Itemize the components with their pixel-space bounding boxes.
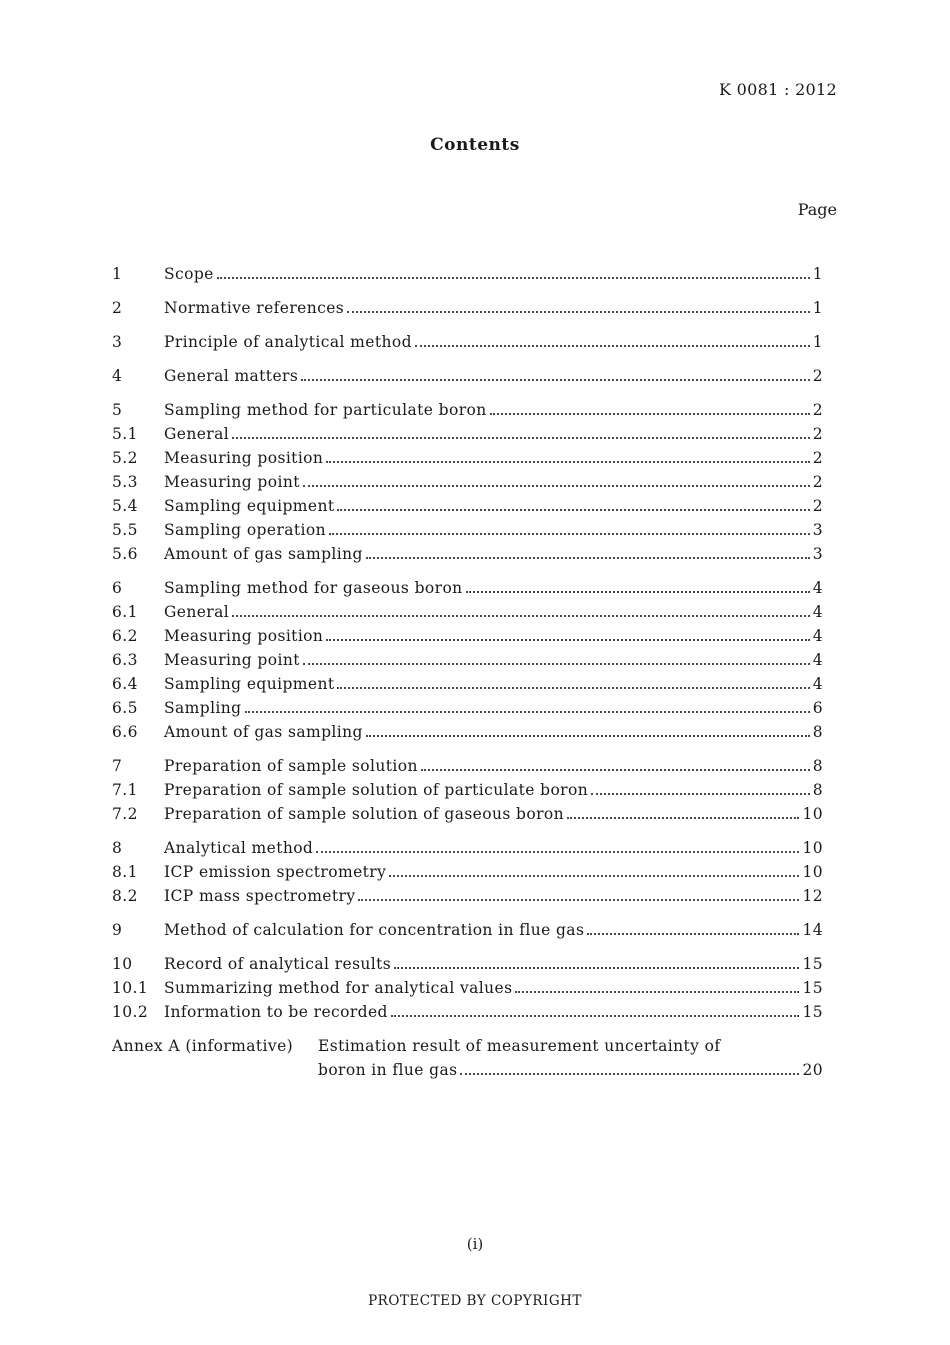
toc-section-group	[112, 836, 823, 908]
toc-entry-number: 8.1	[112, 863, 138, 881]
toc-entry-page: 10	[802, 863, 823, 881]
dot-leader	[326, 639, 809, 641]
toc-entry-page: 10	[802, 805, 823, 823]
toc-entry-page: 15	[802, 955, 823, 973]
toc-entry-number: 1	[112, 265, 123, 283]
toc-entry[interactable]	[112, 976, 823, 1000]
dot-leader	[466, 591, 810, 593]
annex-label: Annex A (informative)	[112, 1037, 294, 1055]
dot-leader	[347, 311, 810, 313]
dot-leader	[394, 967, 799, 969]
toc-section-group	[112, 330, 823, 354]
toc-entry[interactable]	[112, 624, 823, 648]
toc-entry-number: 10.1	[112, 979, 149, 997]
toc-entry-page: 2	[812, 449, 823, 467]
toc-entry-number: 8.2	[112, 887, 138, 905]
toc-entry[interactable]	[112, 470, 823, 494]
toc-entry[interactable]	[112, 648, 823, 672]
toc-entry-page: 8	[812, 781, 823, 799]
dot-leader	[490, 413, 810, 415]
toc-entry[interactable]	[112, 696, 823, 720]
toc-entry-title: Method of calculation for concentration in flue gas	[164, 921, 585, 939]
toc-entry[interactable]	[112, 494, 823, 518]
toc-section-group	[112, 576, 823, 744]
toc-entry-number: 5.3	[112, 473, 138, 491]
toc-entry[interactable]	[112, 518, 823, 542]
toc-entry-title: Sampling equipment	[164, 497, 335, 515]
toc-entry-number: 5.5	[112, 521, 138, 539]
toc-entry-title: Record of analytical results	[164, 955, 392, 973]
toc-section-group	[112, 952, 823, 1024]
dot-leader	[460, 1073, 799, 1075]
toc-entry-title: Scope	[164, 265, 214, 283]
toc-entry[interactable]	[112, 296, 823, 320]
toc-entry-page: 2	[812, 367, 823, 385]
toc-entry[interactable]	[112, 364, 823, 388]
toc-entry-title: ICP mass spectrometry	[164, 887, 356, 905]
toc-entry-page: 10	[802, 839, 823, 857]
toc-entry-title: Preparation of sample solution of gaseous boron	[164, 805, 565, 823]
toc-entry-title: General	[164, 603, 230, 621]
dot-leader	[391, 1015, 800, 1017]
dot-leader	[567, 817, 799, 819]
toc-entry-title: Sampling equipment	[164, 675, 335, 693]
toc-entry-title: Normative references	[164, 299, 345, 317]
toc-entry-page: 15	[802, 979, 823, 997]
dot-leader	[587, 933, 799, 935]
toc-entry-title: Sampling method for gaseous boron	[164, 579, 463, 597]
toc-entry-page: 4	[812, 675, 823, 693]
toc-entry-number: 9	[112, 921, 123, 939]
toc-entry-number: 8	[112, 839, 123, 857]
annex-title-line1: Estimation result of measurement uncertainty of	[318, 1037, 721, 1055]
toc-entry-number: 6.3	[112, 651, 138, 669]
toc-entry-number: 5.1	[112, 425, 138, 443]
dot-leader	[337, 687, 809, 689]
toc-entry-number: 2	[112, 299, 123, 317]
toc-annex-entry[interactable]	[112, 1034, 823, 1082]
dot-leader	[337, 509, 809, 511]
dot-leader	[421, 769, 810, 771]
toc-entry-page: 1	[812, 299, 823, 317]
toc-entry-title: Amount of gas sampling	[164, 545, 363, 563]
toc-entry-title: Measuring point	[164, 651, 300, 669]
toc-entry[interactable]	[112, 262, 823, 286]
toc-entry[interactable]	[112, 754, 823, 778]
dot-leader	[415, 345, 810, 347]
toc-entry-number: 6.6	[112, 723, 138, 741]
toc-section-group	[112, 754, 823, 826]
toc-entry-title: Measuring point	[164, 473, 300, 491]
dot-leader	[366, 557, 810, 559]
dot-leader	[217, 277, 810, 279]
toc-entry-title: General	[164, 425, 230, 443]
toc-entry-number: 5.2	[112, 449, 138, 467]
toc-entry-number: 6.4	[112, 675, 138, 693]
toc-entry-title: Preparation of sample solution of particulate boron	[164, 781, 589, 799]
toc-entry-number: 7	[112, 757, 123, 775]
dot-leader	[358, 899, 799, 901]
toc-entry-number: 6	[112, 579, 123, 597]
toc-entry[interactable]	[112, 918, 823, 942]
toc-entry[interactable]	[112, 542, 823, 566]
dot-leader	[245, 711, 810, 713]
toc-entry-page: 4	[812, 651, 823, 669]
toc-entry-page: 2	[812, 425, 823, 443]
toc-entry[interactable]	[112, 884, 823, 908]
toc-entry[interactable]	[112, 398, 823, 422]
annex-title-line2: boron in flue gas	[318, 1061, 458, 1079]
dot-leader	[301, 379, 810, 381]
dot-leader	[232, 615, 810, 617]
dot-leader	[366, 735, 810, 737]
toc-section-group	[112, 398, 823, 566]
dot-leader	[232, 437, 810, 439]
dot-leader	[591, 793, 810, 795]
toc-entry-page: 4	[812, 603, 823, 621]
dot-leader	[389, 875, 799, 877]
toc-entry-page: 2	[812, 497, 823, 515]
toc-section-group	[112, 296, 823, 320]
toc-entry[interactable]	[112, 422, 823, 446]
toc-entry-page: 2	[812, 401, 823, 419]
toc-entry[interactable]	[112, 720, 823, 744]
toc-entry-number: 10	[112, 955, 133, 973]
toc-entry-page: 4	[812, 579, 823, 597]
toc-entry-title: Preparation of sample solution	[164, 757, 418, 775]
toc-section-group	[112, 918, 823, 942]
toc-entry-title: Sampling	[164, 699, 242, 717]
toc-entry-title: Sampling operation	[164, 521, 327, 539]
page-title: Contents	[430, 135, 520, 155]
toc-entry-page: 4	[812, 627, 823, 645]
dot-leader	[316, 851, 799, 853]
toc-entry-page: 1	[812, 333, 823, 351]
toc-entry-number: 5	[112, 401, 123, 419]
toc-entry-page: 14	[802, 921, 823, 939]
toc-entry[interactable]	[112, 952, 823, 976]
toc-entry-title: Measuring position	[164, 449, 324, 467]
toc-entry[interactable]	[112, 672, 823, 696]
toc-entry-title: Principle of analytical method	[164, 333, 412, 351]
toc-entry-page: 8	[812, 757, 823, 775]
footer-page-number: (i)	[466, 1235, 484, 1253]
toc-entry-number: 6.1	[112, 603, 138, 621]
toc-entry-title: Measuring position	[164, 627, 324, 645]
toc-section-group	[112, 364, 823, 388]
toc-entry-number: 6.5	[112, 699, 138, 717]
toc-entry-title: ICP emission spectrometry	[164, 863, 387, 881]
dot-leader	[329, 533, 810, 535]
toc-entry-number: 5.6	[112, 545, 138, 563]
toc-section-group	[112, 262, 823, 286]
toc-entry[interactable]	[112, 446, 823, 470]
copyright-notice: PROTECTED BY COPYRIGHT	[368, 1293, 582, 1309]
toc-entry[interactable]	[112, 330, 823, 354]
page-column-label: Page	[797, 200, 837, 219]
toc-entry[interactable]	[112, 836, 823, 860]
toc-entry-number: 5.4	[112, 497, 138, 515]
toc-entry-title: Summarizing method for analytical values	[164, 979, 513, 997]
standard-number: K 0081 : 2012	[719, 80, 837, 99]
table-of-contents	[112, 262, 823, 1082]
toc-entry[interactable]	[112, 802, 823, 826]
toc-entry-page: 6	[812, 699, 823, 717]
toc-entry-page: 3	[812, 545, 823, 563]
toc-entry-page: 3	[812, 521, 823, 539]
toc-entry[interactable]	[112, 860, 823, 884]
toc-entry-number: 3	[112, 333, 123, 351]
toc-entry-number: 4	[112, 367, 123, 385]
toc-entry-title: Information to be recorded	[164, 1003, 388, 1021]
toc-entry-title: Analytical method	[164, 839, 314, 857]
toc-entry-title: Sampling method for particulate boron	[164, 401, 487, 419]
toc-entry-number: 7.1	[112, 781, 138, 799]
toc-entry-page: 8	[812, 723, 823, 741]
toc-entry-page: 2	[812, 473, 823, 491]
toc-entry[interactable]	[112, 600, 823, 624]
toc-entry[interactable]	[112, 778, 823, 802]
toc-entry-page: 15	[802, 1003, 823, 1021]
dot-leader	[303, 485, 810, 487]
annex-page-number: 20	[802, 1061, 823, 1079]
toc-entry-number: 6.2	[112, 627, 138, 645]
toc-entry[interactable]	[112, 576, 823, 600]
toc-entry-number: 7.2	[112, 805, 138, 823]
toc-entry-title: Amount of gas sampling	[164, 723, 363, 741]
toc-entry-page: 12	[802, 887, 823, 905]
toc-entry[interactable]	[112, 1000, 823, 1024]
dot-leader	[326, 461, 809, 463]
dot-leader	[303, 663, 810, 665]
dot-leader	[515, 991, 799, 993]
toc-entry-number: 10.2	[112, 1003, 149, 1021]
toc-entry-title: General matters	[164, 367, 299, 385]
toc-entry-page: 1	[812, 265, 823, 283]
